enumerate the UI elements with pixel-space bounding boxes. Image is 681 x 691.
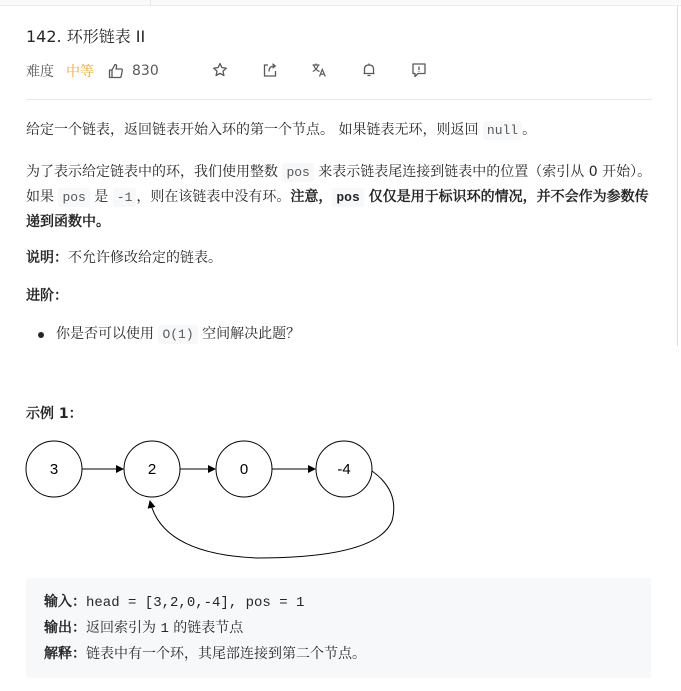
example-explanation [44,642,366,666]
difficulty-label: 难度 [26,64,54,80]
translate-icon [311,62,327,78]
text: 来表示链表尾连接到链表中的位置（索引从 0 开始）。 如果 [26,164,652,205]
text: ，则在该链表中没有环。 [136,189,291,205]
text: 给定一个链表，返回链表开始入环的第一个节点。 如果链表无环，则返回 [26,122,483,138]
scroll-edge [677,6,681,346]
feedback-icon [411,62,427,78]
inline-code: pos [58,188,89,207]
example-block [26,578,651,678]
input-value: head = [3,2,0,-4], pos = 1 [86,595,305,611]
bullet [38,332,44,338]
text: 你是否可以使用 [56,326,159,342]
text: 返回索引为 [86,620,161,636]
note-text: 不允许修改给定的链表。 [68,250,222,266]
like-button[interactable] [108,63,159,79]
note-label: 说明： [26,250,68,266]
share-icon [262,62,278,78]
example-input [44,590,304,615]
example-title: 示例 1： [26,406,83,422]
difficulty-value: 中等 [66,64,94,80]
description-paragraph [26,160,652,234]
header-divider [26,99,652,100]
like-count: 830 [132,63,159,79]
top-strip [0,0,681,6]
problem-header [26,26,652,80]
inline-code: null [483,121,522,140]
inline-code: O(1) [158,325,197,344]
node-label: 3 [49,461,59,478]
problem-meta [26,60,652,82]
inline-code: pos [282,163,313,182]
explain-text: 链表中有一个环，其尾部连接到第二个节点。 [86,646,366,662]
problem-title: 142. 环形链表 II [26,27,146,46]
advanced-label [26,284,68,308]
subscribe-button[interactable] [361,62,377,78]
inline-code: -1 [113,188,137,207]
input-label: 输入： [44,594,86,610]
note-emphasis: 注意， [290,189,333,205]
thumbs-up-icon [108,63,124,79]
translate-button[interactable] [311,62,327,78]
explain-label: 解释： [44,646,86,662]
text: 。 [522,122,537,138]
linked-list-diagram [22,436,402,566]
list-item [56,322,300,347]
output-index: 1 [160,621,169,637]
description-paragraph [26,118,652,143]
favorite-button[interactable] [212,62,228,78]
example-output [44,616,243,641]
text: 为了表示给定链表中的环，我们使用整数 [26,164,283,180]
constraint-note [26,246,222,270]
text: 是 [89,189,113,205]
text: 空间解决此题？ [197,326,301,342]
feedback-button[interactable] [411,62,427,78]
note-emphasis: 仅仅是用于标识环的情况，并不会作为参数传递到函数中。 [26,189,649,230]
node-label: 2 [147,461,157,478]
output-label: 输出： [44,620,86,636]
inline-code: pos [332,188,363,207]
node-label: -4 [337,461,351,478]
advanced-heading: 进阶： [26,288,68,304]
tab-strip-segment [150,0,681,6]
share-button[interactable] [262,62,278,78]
star-icon [212,62,228,78]
text: 的链表节点 [168,620,244,636]
bell-icon [361,62,377,78]
node-label: 0 [239,461,249,478]
